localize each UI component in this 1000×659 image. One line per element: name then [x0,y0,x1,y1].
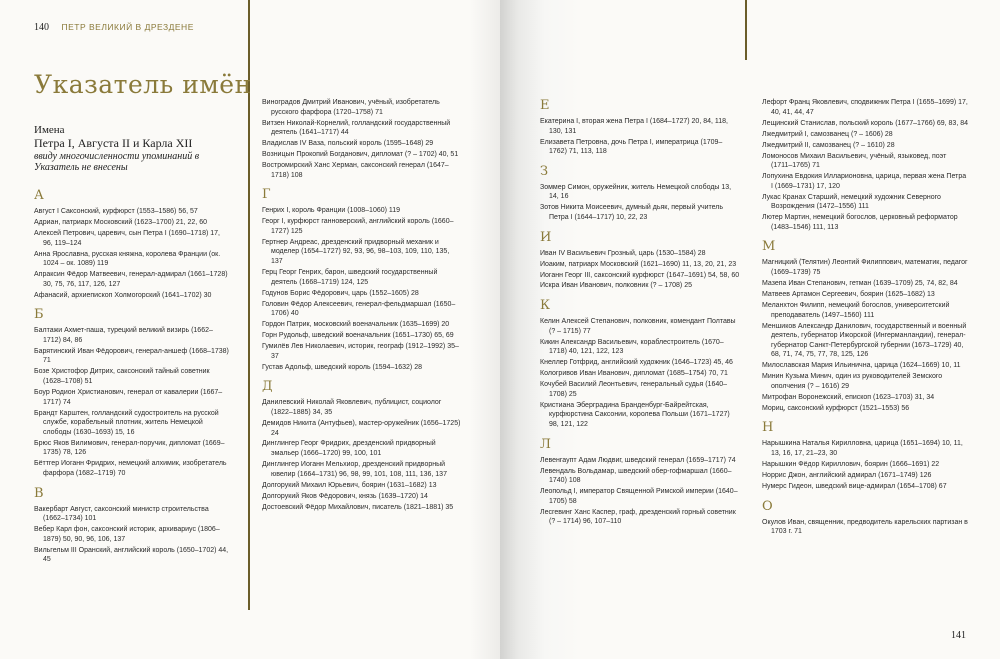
index-letter-heading: И [540,229,552,245]
index-letter-heading: Л [540,436,551,452]
index-entry: Данилевский Николай Яковлевич, публицист, социолог (1822–1885) 34, 35 [262,399,442,416]
index-entry: Левенгаупт Адам Людвиг, шведский генерал (1659–1717) 74 [540,456,736,464]
index-entry: Головин Фёдор Алексеевич, генерал-фельдмаршал (1650–1706) 40 [262,300,456,318]
index-entry: Виноградов Дмитрий Иванович, учёный, изобретатель русского фарфора (1720–1758) 71 [262,99,440,116]
index-entry: Гордон Патрик, московский военачальник (1635–1699) 20 [262,321,450,329]
index-entry: Меншиков Александр Данилович, государственный и военный деятель, губернатор Ижорской (Ингерманландии), генерал-губернатор Санкт-Петербургской губернии (1673–1729) 40, 68, 71, 74, 75, 77, 78, 125, 126 [762,322,967,359]
index-entry: Зотов Никита Моисеевич, думный дьяк, первый учитель Петра I (1644–1717) 10, 22, 23 [540,204,724,221]
index-entry: Афанасий, архиепископ Холмогорский (1641–1702) 30 [34,291,212,299]
index-entry: Герц Георг Генрих, барон, шведский государственный деятель (1668–1719) 124, 125 [262,269,438,286]
index-entry: Мориц, саксонский курфюрст (1521–1553) 56 [762,404,910,412]
index-entry: Возницын Прокопий Богданович, дипломат (? – 1702) 40, 51 [262,151,459,159]
index-entry: Лефорт Франц Яковлевич, сподвижник Петра I (1655–1699) 17, 40, 41, 44, 47 [762,99,968,116]
index-entry: Демидов Никита (Антуфьев), мастер-оружейник (1656–1725) 24 [262,419,461,437]
index-entry: Апраксин Фёдор Матвеевич, генерал-адмирал (1661–1728) 30, 75, 76, 117, 126, 127 [34,271,228,288]
index-entry: Нарышкин Фёдор Кириллович, боярин (1666–1691) 22 [762,461,940,469]
index-entry: Вакербарт Август, саксонский министр строительства (1662–1734) 101 [34,505,209,523]
index-entry: Густав Адольф, шведский король (1594–1632) 28 [262,363,422,371]
index-entry: Бёттгер Иоганн Фридрих, немецкий алхимик, изобретатель фарфора (1682–1719) 70 [34,460,227,477]
index-entry: Матвеев Артамон Сергеевич, боярин (1625–1682) 13 [762,291,935,299]
index-column-3 [540,98,740,528]
index-entry: Митрофан Воронежский, епископ (1623–1703) 31, 34 [762,393,935,401]
index-letter-heading: Н [762,420,774,436]
index-letter-heading: Б [34,307,44,323]
index-entry: Мазепа Иван Степанович, гетман (1639–1709) 25, 74, 82, 84 [762,280,958,288]
index-letter-heading: Е [540,98,550,113]
index-entry: Левендаль Вольдамар, шведский обер-гофмаршал (1660–1740) 108 [540,467,732,485]
index-entry: Долгорукий Михаил Юрьевич, боярин (1631–1682) 13 [262,481,437,489]
index-letter-heading: А [34,188,44,203]
index-entry: Брюс Яков Вилимович, генерал-поручик, дипломат (1669–1735) 78, 126 [34,439,225,457]
index-entry: Екатерина I, вторая жена Петра I (1684–1727) 20, 84, 118, 130, 131 [540,118,728,135]
index-entry: Лесгевинг Ханс Каспер, граф, дрезденский горный советник (? – 1714) 96, 107–110 [540,508,736,526]
page-number-right: 141 [951,630,966,641]
index-entry: Лукас Кранах Старший, немецкий художник Северного Возрождения (1472–1556) 111 [762,193,941,211]
index-entry: Лопухина Евдокия Илларионовна, царица, первая жена Петра I (1669–1731) 17, 120 [762,173,967,190]
index-entry: Генрих I, король Франции (1008–1060) 119 [262,207,401,215]
index-entry: Окулов Иван, священник, предводитель карельских партизан в 1703 г. 71 [762,518,968,536]
index-entry: Горн Рудольф, шведский военачальник (1651–1730) 65, 69 [262,332,454,340]
index-entry: Гумилёв Лев Николаевич, историк, географ (1912–1992) 35–37 [262,343,459,360]
index-entry: Норрис Джон, английский адмирал (1671–1749) 126 [762,472,932,480]
index-entry: Зоммер Симон, оружейник, житель Немецкой слободы 13, 14, 16 [540,183,732,201]
index-entry: Витзен Николай-Корнелий, голландский государственный деятель (1641–1717) 44 [262,119,451,137]
page-number-left: 140 [34,22,49,33]
gutter-shadow [470,0,500,659]
index-entry: Адриан, патриарх Московский (1623–1700) 21, 22, 60 [34,218,207,226]
index-entry: Анна Ярославна, русская княжна, королева Франции (ок. 1024 – ок. 1089) 119 [34,250,221,268]
running-head [34,22,194,33]
index-entry: Меланхтон Филипп, немецкий богослов, университетский преподаватель (1497–1560) 111 [762,302,950,319]
index-entry: Бозе Христофор Дитрих, саксонский тайный советник (1628–1708) 51 [34,368,210,386]
index-entry: Брандт Карштен, голландский судостроитель на русской службе, корабельный плотник, житель Немецкой слободы (1630–1693) 15, 16 [34,409,219,436]
index-entry: Келин Алексей Степанович, полковник, комендант Полтавы (? – 1715) 77 [540,318,736,335]
index-entry: Динглингер Георг Фридрих, дрезденский придворный эмальер (1666–1720) 99, 100, 101 [262,440,436,458]
index-column-1 [34,188,230,566]
index-letter-heading: З [540,163,549,179]
index-entry: Нарышкина Наталья Кирилловна, царица (1651–1694) 10, 11, 13, 16, 17, 21–23, 30 [762,440,963,458]
index-entry: Иоаким, патриарх Московский (1621–1690) 11, 13, 20, 21, 23 [540,260,737,268]
index-entry: Годунов Борис Фёдорович, царь (1552–1605) 28 [262,289,419,297]
index-letter-heading: О [762,498,773,514]
index-letter-heading: М [762,239,776,255]
index-entry: Алексей Петрович, царевич, сын Петра I (1690–1718) 17, 96, 119–124 [34,229,220,247]
column-rule-top [745,0,747,60]
index-column-2 [262,98,462,514]
index-letter-heading: В [34,485,44,501]
index-entry: Нумерс Гидеон, шведский вице-адмирал (1654–1708) 67 [762,483,947,491]
index-letter-heading: Г [262,187,271,203]
intro-line-1: Имена [34,124,65,136]
index-entry: Боур Родион Христианович, генерал от кавалерии (1667–1717) 74 [34,389,223,406]
index-entry: Лютер Мартин, немецкий богослов, церковный реформатор (1483–1546) 111, 113 [762,214,958,231]
index-intro [34,124,234,173]
index-entry: Вильгельм III Оранский, английский король (1650–1702) 44, 45 [34,546,229,564]
index-column-4 [762,98,968,538]
index-entry: Кочубей Василий Леонтьевич, генеральный судья (1640–1708) 25 [540,381,728,398]
index-entry: Кнеллер Готфрид, английский художник (1646–1723) 45, 46 [540,359,733,367]
index-entry: Кристиана Эберградина Бранденбург-Байрейтская, курфюрстина Саксонии, королева Польши (1671–1727) 98, 121, 122 [540,401,730,428]
index-entry: Минин Кузьма Минич, один из руководителей Земского ополчения (? – 1616) 29 [762,373,943,390]
index-entry: Искра Иван Иванович, полковник (? – 1708) 25 [540,282,692,290]
right-page [500,0,1000,659]
index-entry: Барятинский Иван Фёдорович, генерал-аншеф (1668–1738) 71 [34,347,229,365]
index-entry: Магницкий (Телятин) Леонтий Филиппович, математик, педагог (1669–1739) 75 [762,259,968,277]
index-entry: Владислав IV Ваза, польский король (1595–1648) 29 [262,140,434,148]
index-entry: Иван IV Васильевич Грозный, царь (1530–1584) 28 [540,249,706,257]
index-entry: Динглингер Иоганн Мельхиор, дрезденский придворный ювелир (1664–1731) 96, 98, 99, 101, 108, 111, 136, 137 [262,461,447,478]
index-entry: Долгорукий Яков Фёдорович, князь (1639–1720) 14 [262,492,428,500]
index-entry: Леопольд I, император Священной Римской империи (1640–1705) 58 [540,488,738,505]
index-letter-heading: К [540,298,551,314]
intro-line-3: ввиду многочисленности упоминаний в Указатель не внесены [34,151,200,173]
index-entry: Лжедмитрий I, самозванец (? – 1606) 28 [762,130,893,138]
running-title: ПЕТР ВЕЛИКИЙ В ДРЕЗДЕНЕ [61,22,194,32]
index-entry: Балтажи Ахмет-паша, турецкий великий визирь (1662–1712) 84, 86 [34,327,213,344]
index-heading: Указатель имён [34,70,252,99]
index-entry: Елизавета Петровна, дочь Петра I, императрица (1709–1762) 71, 113, 118 [540,138,723,156]
index-entry: Иоганн Георг III, саксонский курфюрст (1647–1691) 54, 58, 60 [540,271,740,279]
index-entry: Кологривов Иван Иванович, дипломат (1685–1754) 70, 71 [540,370,728,378]
index-letter-heading: Д [262,379,273,395]
intro-line-2: Петра I, Августа II и Карла XII [34,136,193,150]
index-entry: Ломоносов Михаил Васильевич, учёный, языковед, поэт (1711–1765) 71 [762,152,947,170]
index-entry: Вебер Карл фон, саксонский историк, архивариус (1806–1879) 50, 90, 96, 106, 137 [34,526,220,543]
index-entry: Лещинский Станислав, польский король (1677–1766) 69, 83, 84 [762,119,969,127]
index-entry: Лжедмитрий II, самозванец (? – 1610) 28 [762,141,895,149]
index-entry: Август I Саксонский, курфюрст (1553–1586) 56, 57 [34,208,198,215]
index-entry: Милославская Мария Ильинична, царица (1624–1669) 10, 11 [762,362,961,370]
index-entry: Достоевский Фёдор Михайлович, писатель (1821–1881) 35 [262,503,454,511]
index-entry: Востромирский Ханс Херман, саксонский генерал (1647–1718) 108 [262,162,449,179]
index-entry: Георг I, курфюрст ганноверский, английский король (1660–1727) 125 [262,218,454,235]
index-entry: Гертнер Андреас, дрезденский придворный механик и моделер (1654–1727) 92, 93, 96, 98–103, 109, 110, 135, 137 [262,238,450,266]
index-entry: Кикин Александр Васильевич, кораблестроитель (1670–1718) 40, 121, 122, 123 [540,338,724,356]
